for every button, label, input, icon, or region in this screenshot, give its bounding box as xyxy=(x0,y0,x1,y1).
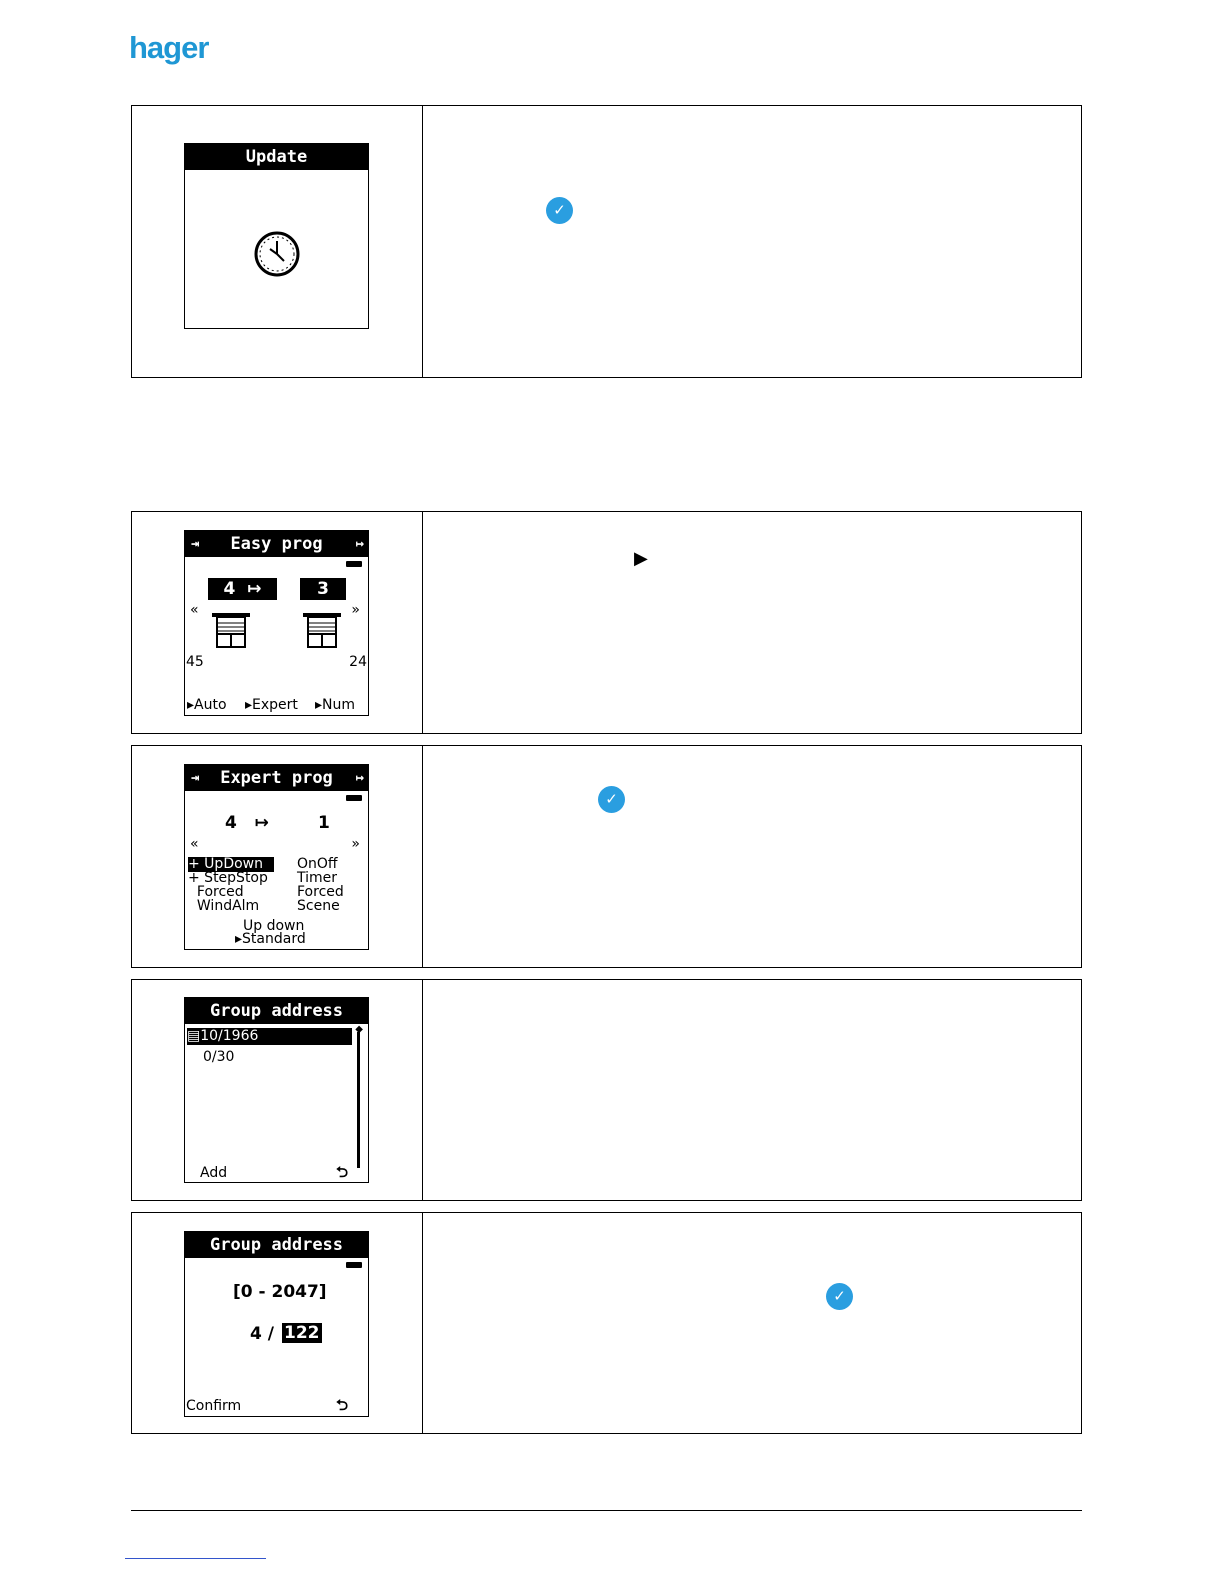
clock-icon xyxy=(254,231,300,277)
back-icon[interactable]: ⮌ xyxy=(335,1396,348,1414)
right-channel-number: 1 xyxy=(318,813,330,833)
logout-icon: ↦ xyxy=(355,536,364,552)
screen-title: Group address xyxy=(185,1232,368,1258)
main-group-value[interactable]: 4 / xyxy=(250,1324,274,1344)
screen-cell xyxy=(132,746,423,967)
play-icon: ▶ xyxy=(634,548,648,569)
screen-cell xyxy=(132,106,423,377)
signal-icon: « xyxy=(190,836,199,852)
signal-icon: » xyxy=(351,836,360,852)
screen-cell xyxy=(132,1213,423,1433)
right-value: 24 xyxy=(349,654,367,670)
confirm-icon: ✓ xyxy=(826,1283,853,1310)
battery-icon xyxy=(346,795,362,801)
screen-cell xyxy=(132,980,423,1200)
battery-icon xyxy=(346,1262,362,1268)
function-onoff[interactable]: OnOff xyxy=(297,856,338,872)
address-range: [0 - 2047] xyxy=(233,1282,327,1302)
logout-icon: ↦ xyxy=(355,770,364,786)
sub-option[interactable]: ▸Standard xyxy=(235,931,306,947)
address-item-selected[interactable]: ▤10/1966 xyxy=(187,1028,352,1045)
back-icon[interactable]: ⮌ xyxy=(335,1163,348,1181)
confirm-icon: ✓ xyxy=(598,786,625,813)
sub-group-value[interactable]: 122 xyxy=(284,1323,320,1343)
function-scene[interactable]: Scene xyxy=(297,898,340,914)
screen-title: ⇥ Expert prog ↦ xyxy=(185,765,368,791)
scrollbar[interactable] xyxy=(357,1032,360,1168)
shutter-icon xyxy=(212,613,250,649)
group-address-edit-screen xyxy=(184,1231,369,1417)
battery-icon xyxy=(346,561,362,567)
hager-logo: hager xyxy=(129,30,209,65)
footer-link-underline xyxy=(125,1558,266,1559)
screen-title: Update xyxy=(185,144,368,170)
login-icon: ⇥ xyxy=(191,770,200,786)
screen-cell xyxy=(132,512,423,733)
address-item[interactable]: 0/30 xyxy=(203,1049,235,1065)
add-button[interactable]: Add xyxy=(200,1165,228,1181)
row-group-address-edit xyxy=(131,1212,1082,1434)
right-channel-number: 3 xyxy=(300,578,346,600)
row-update xyxy=(131,105,1082,378)
expert-prog-screen xyxy=(184,764,369,950)
screen-title: ⇥ Easy prog ↦ xyxy=(185,531,368,557)
easy-prog-screen xyxy=(184,530,369,716)
function-windalm[interactable]: WindAlm xyxy=(188,898,260,914)
signal-icon: » xyxy=(351,602,360,618)
update-screen xyxy=(184,143,369,329)
scroll-thumb-icon: ◆ xyxy=(355,1024,363,1035)
row-group-address-list xyxy=(131,979,1082,1201)
left-channel-number: 4 ↦ xyxy=(208,578,277,600)
sub-label: Up down xyxy=(243,918,305,934)
menu-auto[interactable]: ▸Auto xyxy=(187,697,227,713)
shutter-icon xyxy=(303,613,341,649)
function-forced-2[interactable]: Forced xyxy=(297,884,344,900)
menu-expert[interactable]: ▸Expert xyxy=(245,697,298,713)
footer-divider xyxy=(131,1510,1082,1511)
screen-title: Group address xyxy=(185,998,368,1024)
function-updown[interactable]: + UpDown xyxy=(188,857,274,872)
signal-icon: « xyxy=(190,602,199,618)
function-timer[interactable]: Timer xyxy=(297,870,338,886)
lock-icon: ▤ xyxy=(187,1028,201,1044)
row-easy-prog xyxy=(131,511,1082,734)
menu-num[interactable]: ▸Num xyxy=(315,697,356,713)
function-stepstop[interactable]: + StepStop xyxy=(188,870,268,886)
left-channel-number: 4 ↦ xyxy=(225,813,269,833)
group-address-list-screen xyxy=(184,997,369,1183)
row-expert-prog xyxy=(131,745,1082,968)
function-forced[interactable]: Forced xyxy=(188,884,244,900)
login-icon: ⇥ xyxy=(191,536,200,552)
confirm-icon: ✓ xyxy=(546,197,573,224)
left-value: 45 xyxy=(186,654,204,670)
confirm-button[interactable]: Confirm xyxy=(186,1398,242,1414)
